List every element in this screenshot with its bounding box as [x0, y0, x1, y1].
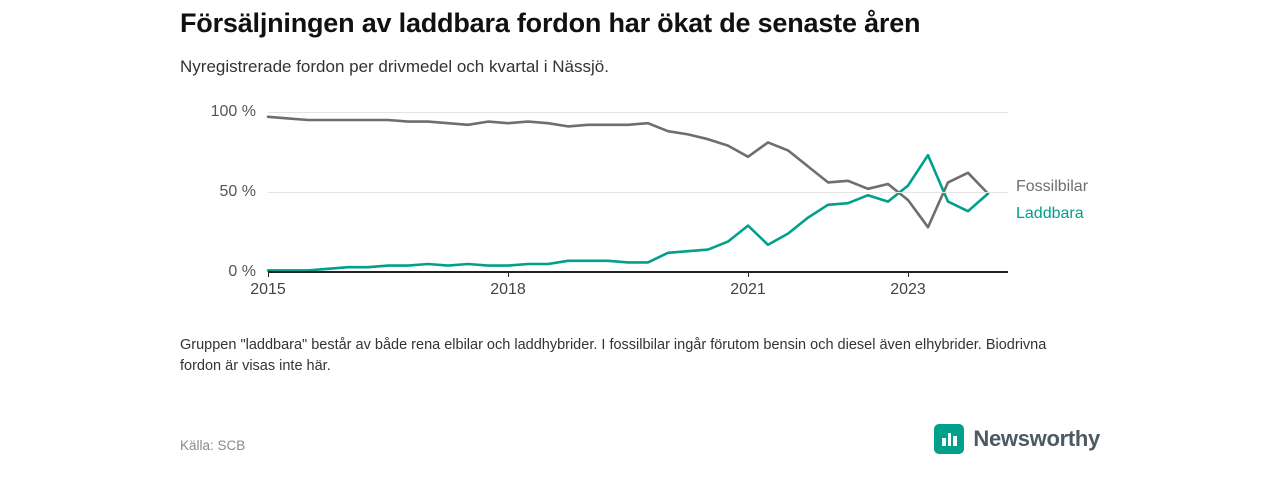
x-axis-tick-label: 2018	[490, 280, 526, 298]
x-axis-tick	[508, 272, 509, 277]
x-axis-tick-label: 2015	[250, 280, 286, 298]
x-axis-tick	[268, 272, 269, 277]
y-axis-tick-label: 50 %	[219, 182, 256, 200]
y-axis-tick-label: 100 %	[210, 102, 256, 120]
x-axis-tick-label: 2021	[730, 280, 766, 298]
page-title: Försäljningen av laddbara fordon har ökat de senaste åren	[180, 8, 921, 38]
series-label-laddbara: Laddbara	[1016, 204, 1084, 222]
x-axis-tick	[908, 272, 909, 277]
gridline	[268, 112, 1008, 113]
series-label-fossilbilar: Fossilbilar	[1016, 177, 1089, 195]
brand-name: Newsworthy	[973, 426, 1100, 451]
chart-footer	[180, 424, 1100, 470]
chart-content	[180, 0, 1100, 377]
brand-logo	[934, 424, 1100, 454]
chart-area	[180, 102, 1100, 317]
chart-plot	[210, 102, 1008, 298]
series-line-laddbara	[268, 155, 988, 270]
y-axis-tick-label: 0 %	[228, 262, 256, 280]
gridline	[268, 192, 1008, 193]
page-subtitle: Nyregistrerade fordon per drivmedel och kvartal i Nässjö.	[180, 56, 609, 76]
bar-chart-icon	[934, 424, 964, 454]
x-axis-tick	[748, 272, 749, 277]
chart-footnote: Gruppen "laddbara" består av både rena elbilar och laddhybrider. I fossilbilar ingår förutom bensin och diesel även elhybrider. Biodrivna fordon är visas inte här.	[180, 336, 1047, 374]
source-credit: Källa: SCB	[180, 438, 246, 453]
series-line-fossilbilar	[268, 117, 988, 227]
x-axis-line	[268, 271, 1008, 273]
x-axis-tick-label: 2023	[890, 280, 926, 298]
